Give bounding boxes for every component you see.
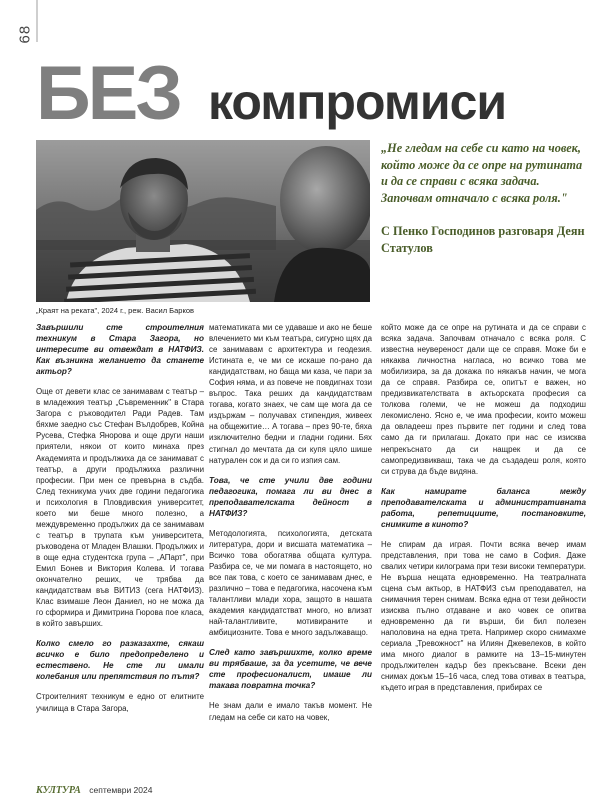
- headline-secondary: компромиси: [208, 74, 507, 130]
- interview-answer: Строителният техникум е едно от елитните училища в Стара Загора,: [36, 692, 204, 713]
- interview-answer: математиката ми се удаваше и ако не беше влечението ми към театъра, сигурно щях да се занимавам с архитектура и геодезия. Истината е, че ми се искаше по-рано да кандидатствам, но баща ми каза, че пари за София няма, и аз повече не повдигнах този въпрос. Така реших да кандидатствам тогава, когато знаех, че сам ще мога да се издържам – получавах стипендия, живеех на общежитие… А тогава – през 90-те, бяха изключително бедни и гладни години. Бях стигнал до мечтата да си купя цяло шише натурален сок и да си го изпия сам.: [209, 323, 373, 465]
- article-column-3: [381, 322, 586, 703]
- interview-answer: Не спирам да играя. Почти всяка вечер имам представления, при това не само в София. Даже свалих четири килограма при тези високи температури. Не върша нещата едновременно. На театралната сцена съм актьор, в НАТФИЗ съм преподавател, на снимачния терен снимам. Всяка една от тези дейности изисква пълно отдаване и ако човек се опитва едновременно да ги върши, би бил полезен наполовина на една трета. Например скоро снимахме сериала „Тревожност" на Илиян Джевелеков, в който има много диалог в рамките на 13–15-минутен продължителен кадър без прекъсване. Всеки ден снимах докъм 15–16 часа, след това отивах в театъра, където играя в представления, прибирах се: [381, 539, 586, 693]
- interview-answer: Още от девети клас се занимавам с театър – в младежкия театър „Съвременник" в Стара Загора с ръководител Ради Радев. Там бяхме заедно със Стефан Вълдобрев, Койна Русева, Стефка Янорова и още други наши приятели, някои от които минаха през Академията и продължиха да се занимават с театър, а други продължиха различни професии. При мен се превърна в съдба. След техникума учих две години педагогика и психология в Пловдивския университет, което ми беше много полезно, а междувременно продължих да се занимавам с театър в трупата към университета, ръководена от Младен Влашки. Продължих и в още една студентска група – „АПарт", при Емил Бонев и Виктория Колева. И тогава окончателно реших, че трябва да кандидатствам във ВИТИЗ (сега НАТФИЗ). Клас взимаше Леон Даниел, но не можа да го сформира и Димитрина Гюрова пое класа, в който завърших.: [36, 387, 204, 629]
- article-column-2: [209, 322, 372, 732]
- interview-question: Колко смело го разказахте, сякаш всичко е било предопределено и естествено. Не сте ли имали колебания или препятствия по пътя?: [36, 639, 204, 682]
- interview-answer: Методологията, психологията, детската литература, дори и висшата математика – Всичко това обогатява общата култура. Разбира се, че ми помага в настоящето, но все пак това, с което се занимавам днес, е различно – това е педагогика, насочена към талантливи млади хора, защото в нашата академия кандидатстват много, но влизат най-талантливите, мотивираните и амбициозните. Това е много задължаващо.: [209, 528, 372, 638]
- interview-question: Това, че сте учили две години педагогика, помага ли ви днес в преподавателската дейност в НАТФИЗ?: [209, 475, 372, 518]
- photo-illustration: [36, 140, 370, 302]
- vertical-rule: [36, 0, 38, 42]
- magazine-brand: КУЛТУРА: [36, 785, 81, 796]
- intro-quote: „Не гледам на себе си като на човек, който може да се опре на рутината и да се справи с всяка задача. Започвам отначало с всяка роля.": [381, 141, 583, 205]
- interview-answer: Не знам дали е имало такъв момент. Не гледам на себе си като на човек,: [209, 701, 372, 722]
- page-number: [14, 12, 36, 52]
- page-footer: [36, 780, 152, 794]
- headline-main: БЕЗ: [36, 51, 180, 136]
- interview-question: Завършили сте строителния техникум в Стара Загора, но интересите ви отвеждат в НАТФИЗ. Как възникна желанието да станете актьор?: [36, 323, 204, 377]
- intro-credit: С Пенко Господинов разговаря Деян Статулов: [381, 224, 585, 255]
- article-photo: [36, 140, 370, 302]
- interview-question: Как намирате баланса между преподавателската и административната работа, репетициите, постановките, снимките в киното?: [381, 486, 586, 529]
- article-column-1: [36, 322, 204, 723]
- interview-question: След като завършихте, колко време ви трябваше, за да усетите, че вече сте професионалист, имаше ли такава повратна точка?: [209, 648, 372, 691]
- issue-date: септември 2024: [89, 785, 153, 795]
- photo-caption: „Краят на реката", 2024 г., реж. Васил Барков: [36, 306, 194, 315]
- page-number-text: 68: [16, 24, 34, 44]
- interview-answer: който може да се опре на рутината и да се справи с всяка задача. Започвам отначало с всяка роля. С известна неувереност дали ще се справя. Може би е някаква личностна нагласа, но всичко това ме мобилизира, за да докажа по някакъв начин, че мога да се справя. Разбира се, опитът е важен, но предизвикателствата в актьорската професия са толкова големи, че не можеш да подходиш лекомислено. Ясно е, че има професии, които можеш да овладееш през първите пет години и след това само да ги прилагаш. Докато при нас се изисква непрекъснато да си нащрек и да се самопредизвикваш, така че да създадеш роля, която си струва да бъде видяна.: [381, 323, 586, 476]
